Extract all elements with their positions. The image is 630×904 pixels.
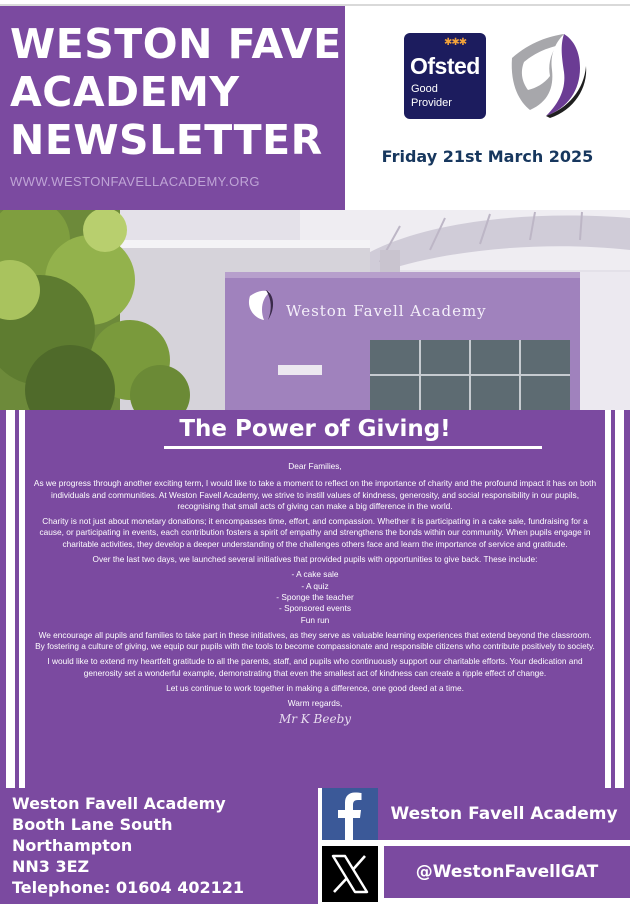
left-edge-bar bbox=[0, 410, 6, 788]
paragraph: I would like to extend my heartfelt gratitude to all the parents, staff, and pupils who continuously support our charitable efforts. Your dedication and generosity set a wonderful example, demonstrating that even the smallest act of kindness can create a ripple effect of change. bbox=[47, 656, 583, 678]
issue-date: Friday 21st March 2025 bbox=[381, 147, 594, 166]
article-body bbox=[33, 461, 597, 725]
signoff: Warm regards, bbox=[287, 698, 343, 709]
academy-crest-logo bbox=[500, 30, 590, 120]
signature: Mr K Beeby bbox=[278, 711, 352, 726]
address-line: Weston Favell Academy bbox=[12, 794, 226, 813]
ofsted-brand: Ofsted bbox=[410, 53, 480, 79]
address-line: Booth Lane South bbox=[12, 815, 173, 834]
ofsted-rating-line-2: Provider bbox=[411, 97, 452, 109]
initiative-item: - A quiz bbox=[301, 580, 329, 591]
initiative-item: - Sponsored events bbox=[279, 603, 351, 614]
right-stripe bbox=[611, 410, 615, 788]
masthead-title-line-1: WESTON FAVELL bbox=[10, 20, 395, 68]
initiative-item: - Sponge the teacher bbox=[276, 591, 354, 602]
address-line: NN3 3EZ bbox=[12, 857, 90, 876]
website-link[interactable]: WWW.WESTONFAVELLACADEMY.ORG bbox=[10, 174, 260, 189]
facebook-link[interactable]: Weston Favell Academy bbox=[378, 788, 630, 840]
paragraph: Over the last two days, we launched several initiatives that provided pupils with opportunities to give back. These include: bbox=[92, 554, 538, 565]
paragraph: Let us continue to work together in making a difference, one good deed at a time. bbox=[166, 683, 464, 694]
masthead-title-line-3: NEWSLETTER bbox=[10, 116, 323, 164]
facebook-icon[interactable] bbox=[322, 788, 378, 840]
masthead-title-line-2: ACADEMY bbox=[10, 68, 240, 116]
x-twitter-icon[interactable] bbox=[322, 846, 378, 902]
ofsted-stars-icon: ✱✱✱ bbox=[444, 37, 467, 48]
x-handle-link[interactable]: @WestonFavellGAT bbox=[384, 846, 630, 898]
building-sign-text: Weston Favell Academy bbox=[286, 302, 487, 320]
telephone: Telephone: 01604 402121 bbox=[12, 878, 245, 897]
school-address bbox=[12, 793, 244, 898]
paragraph: As we progress through another exciting term, I would like to take a moment to reflect on the importance of charity and the profound impact it has on both individuals and communities. At Weston Favell Academy, we strive to instill values of kindness, generosity, and social responsibility in our pupils, recognising that small acts of giving can make a big difference in the world. bbox=[33, 478, 597, 511]
ofsted-badge bbox=[404, 33, 486, 119]
ofsted-rating-line-1: Good bbox=[411, 83, 438, 95]
left-stripe bbox=[15, 410, 19, 788]
masthead-title-box bbox=[0, 6, 395, 210]
greeting: Dear Families, bbox=[288, 461, 342, 471]
initiative-item: Fun run bbox=[300, 614, 330, 625]
article-heading: The Power of Giving! bbox=[179, 416, 451, 442]
paragraph: We encourage all pupils and families to take part in these initiatives, as they serve as valuable learning experiences that extend beyond the classroom. By fostering a culture of giving, we equip our pupils with the tools to become compassionate and responsible citizens who contribute positively to society. bbox=[35, 629, 595, 652]
initiative-item: - A cake sale bbox=[291, 569, 339, 580]
right-edge-bar bbox=[624, 410, 630, 788]
heading-underline bbox=[164, 446, 542, 449]
paragraph: Charity is not just about monetary donations; it encompasses time, effort, and compassion. Whether it is participating in a cake sale, fundraising for a cause, or participating in events, each contribution fosters a spirit of empathy and strengthens the bonds within our community. When pupils engage in charitable activities, they develop a deeper understanding of the challenges others face and learn the importance of service and gratitude. bbox=[39, 516, 591, 549]
initiatives-list bbox=[33, 569, 597, 625]
address-line: Northampton bbox=[12, 836, 133, 855]
school-building-photo bbox=[0, 210, 630, 410]
